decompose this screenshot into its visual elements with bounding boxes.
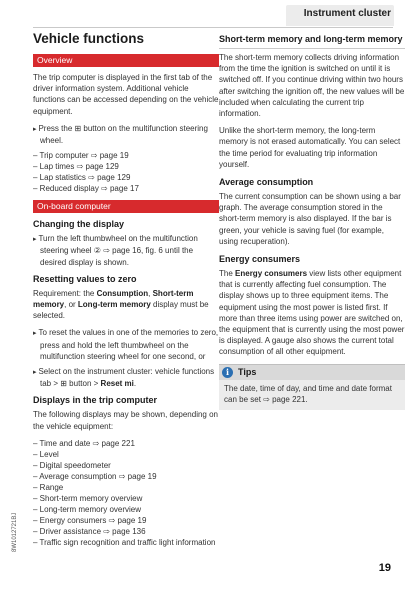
- list-item: – Average consumption ⇨ page 19: [33, 471, 157, 481]
- step-arrow-icon: ▸: [33, 330, 39, 338]
- overview-paragraph: The trip computer is displayed in the first tab of the driver information system. Additional vehicle functions can be accessed depending on the vehicle equipment.: [33, 73, 219, 116]
- tips-text: The date, time of day, and time and date format can be set ⇨ page 221.: [224, 383, 392, 404]
- right-column: [219, 31, 405, 410]
- left-column: [33, 31, 219, 554]
- header-bar: [0, 0, 416, 29]
- tips-header: [219, 365, 405, 380]
- reset-mi-label: Reset mi: [100, 379, 134, 389]
- req-short: Short-term memory: [33, 288, 194, 310]
- step-arrow-icon: ▸: [33, 236, 39, 244]
- reset-step-1-text: To reset the values in one of the memories to zero, press and hold the left thumbwheel on the multifunction steering wheel for one second, or: [38, 328, 219, 361]
- req-consumption: Consumption: [96, 288, 149, 298]
- list-item: – Digital speedometer: [33, 460, 111, 470]
- header-divider: [33, 27, 393, 28]
- side-code: 8W1012721BJ: [12, 512, 18, 552]
- overview-band: Overview: [33, 54, 219, 67]
- changing-step: [33, 233, 219, 268]
- list-item: – Range: [33, 482, 64, 492]
- display-list: [33, 438, 219, 548]
- onboard-band: On-board computer: [33, 200, 219, 213]
- displays-heading: Displays in the trip computer: [33, 395, 158, 406]
- list-item: – Energy consumers ⇨ page 19: [33, 515, 147, 525]
- info-icon: i: [222, 367, 233, 378]
- list-item: – Level: [33, 449, 59, 459]
- list-item: – Driver assistance ⇨ page 136: [33, 526, 146, 536]
- list-item: – Traffic sign recognition and traffic light information: [33, 537, 216, 547]
- list-item: – Lap statistics ⇨ page 129: [33, 173, 131, 183]
- energy-heading: Energy consumers: [219, 254, 301, 265]
- function-list: [33, 150, 219, 194]
- memory-paragraph-2: Unlike the short-term memory, the long-term memory is not erased automatically. You can select the time period for evaluating trip information yourself.: [219, 126, 401, 169]
- displays-paragraph: The following displays may be shown, depending on the vehicle equipment:: [33, 410, 219, 431]
- changing-step-text: Turn the left thumbwheel on the multifunction steering wheel ② ⇨ page 16, fig. 6 until the desired display is shown.: [38, 234, 198, 267]
- list-item: – Time and date ⇨ page 221: [33, 438, 135, 448]
- tips-label: Tips: [238, 367, 257, 378]
- requirement-paragraph: Requirement: the Consumption, Short-term memory, or Long-term memory display must be selected.: [33, 288, 209, 321]
- energy-paragraph: The Energy consumers view lists other equipment that is currently affecting fuel consumption. The display shows up to three equipment items. The equipment using the most power is listed first. If more than three items using power are switched on, the equipment that is currently using the most power is displayed. A gauge also shows the current total consumption of all other equipment.: [219, 269, 405, 357]
- list-item: – Short-term memory overview: [33, 493, 143, 503]
- list-item: – Lap times ⇨ page 129: [33, 162, 119, 172]
- average-paragraph: The current consumption can be shown using a bar graph. The average consumption stored in the short-term memory is also displayed. If the bar is green, your vehicle is saving fuel (for example, using recuperation).: [219, 192, 401, 246]
- page-title: Vehicle functions: [33, 31, 145, 46]
- average-heading: Average consumption: [219, 177, 314, 188]
- memory-heading: Short-term memory and long-term memory: [219, 34, 403, 44]
- list-item: – Reduced display ⇨ page 17: [33, 184, 139, 194]
- req-long: Long-term memory: [77, 300, 151, 310]
- page-number: 19: [378, 562, 391, 574]
- memory-paragraph-1: The short-term memory collects driving information from the time the ignition is switched on until it is switched off. If you continue driving within two hours after switching the ignition off, the new values will be included when calculating the current trip information.: [219, 53, 405, 119]
- press-step: [33, 123, 219, 146]
- header-section-title: Instrument cluster: [303, 8, 391, 19]
- memory-divider: [219, 48, 405, 49]
- reset-step-2: ▸ Select on the instrument cluster: vehicle functions tab > ⊞ button > Reset mi.: [33, 367, 215, 389]
- press-step-text: Press the ⊞ button on the multifunction steering wheel.: [38, 123, 208, 146]
- list-item: – Trip computer ⇨ page 19: [33, 151, 129, 161]
- step-arrow-icon: ▸: [33, 369, 39, 377]
- menu-button-icon: ⊞: [60, 379, 67, 389]
- reset-step-1: [33, 327, 219, 362]
- energy-consumers-term: Energy consumers: [235, 269, 308, 279]
- changing-heading: Changing the display: [33, 219, 125, 230]
- list-item: – Long-term memory overview: [33, 504, 142, 514]
- resetting-heading: Resetting values to zero: [33, 273, 137, 284]
- tips-box: [219, 364, 405, 410]
- step-arrow-icon: ▸: [33, 125, 39, 133]
